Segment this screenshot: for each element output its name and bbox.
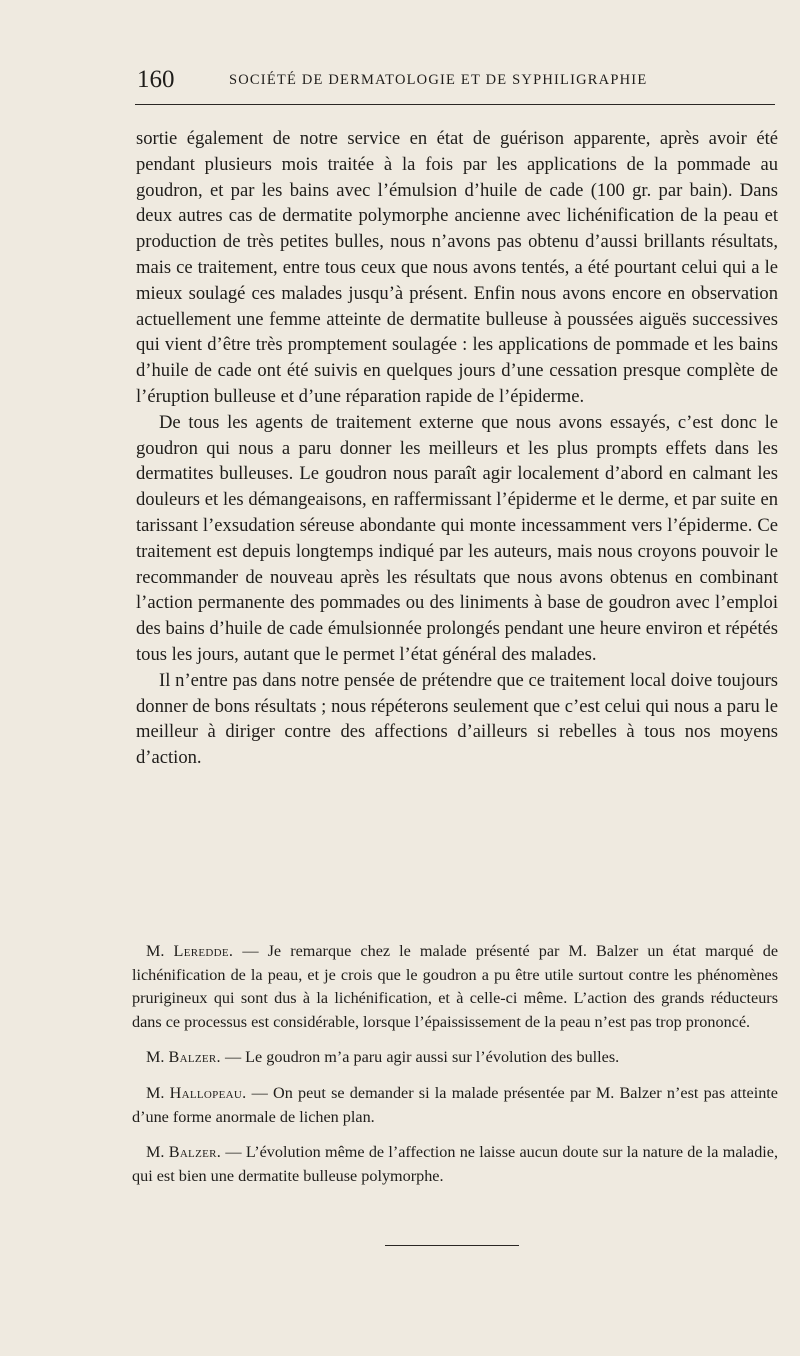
discussion-remark	[132, 1082, 778, 1129]
remark-text: — L’évolution même de l’affection ne laisse aucun doute sur la nature de la maladie, qui est bien une dermatite bulleuse polymorphe.	[132, 1143, 779, 1185]
discussion-remark	[132, 1046, 778, 1070]
speaker-name: Hallopeau.	[169, 1083, 247, 1102]
discussion	[132, 940, 778, 1200]
speaker-name: Balzer.	[168, 1143, 222, 1162]
remark-text: — Je remarque chez le malade présenté par M. Balzer un état marqué de lichénification de la peau, et je crois que le goudron a pu être utile surtout contre les phénomènes prurigineux qui sont dus à la lichénification, et à celle-ci même. L’action des grands réducteurs dans ce processus est considérable, lorsque l’épaississement de la peau n’est pas trop prononcé.	[132, 942, 779, 1031]
paragraph-tar-treatment: De tous les agents de traitement externe que nous avons essayés, c’est donc le goudron qui nous a paru donner les meilleurs et les plus prompts effets dans les dermatites bulleuses. Le goudron nous paraît agir localement d’abord en calmant les douleurs et les démangeaisons, en raffermissant l’épiderme et le derme, et par suite en tarissant l’exsudation séreuse abondante qui monte incessamment vers l’épiderme. Ce traitement est depuis longtemps indiqué par les auteurs, mais nous croyons pouvoir le recommander de nouveau après les résultats que nous avons obtenus en combinant l’action permanente des pommades ou des liniments à base de goudron avec l’emploi des bains d’huile de cade émulsionnée prolongés pendant une heure environ et répétés tous les jours, autant que le permet l’état général des malades.	[136, 411, 778, 665]
running-head	[137, 66, 777, 96]
remark-text: — Le goudron m’a paru agir aussi sur l’évolution des bulles.	[224, 1048, 620, 1067]
remark-text: — On peut se demander si la malade présentée par M. Balzer n’est pas atteinte d’une forme anormale de lichen plan.	[132, 1083, 778, 1126]
speaker-name: Leredde.	[173, 942, 234, 960]
main-text	[136, 126, 778, 771]
speaker-title: M.	[146, 1143, 165, 1162]
discussion-remark	[132, 940, 778, 1034]
header-rule	[135, 104, 775, 105]
end-rule	[385, 1245, 519, 1246]
speaker-title: M.	[146, 1083, 165, 1102]
speaker-title: M.	[146, 1048, 165, 1067]
discussion-remark	[132, 1141, 778, 1188]
paragraph-conclusion: Il n’entre pas dans notre pensée de prétendre que ce traitement local doive toujours donner de bons résultats ; nous répéterons seulement que c’est celui qui nous a paru le meilleur à diriger contre des affections d’ailleurs si rebelles à tous nos moyens d’action.	[136, 669, 778, 769]
running-head-title: SOCIÉTÉ DE DERMATOLOGIE ET DE SYPHILIGRAPHIE	[229, 72, 648, 88]
speaker-name: Balzer.	[168, 1048, 221, 1067]
paragraph-continuation: sortie également de notre service en état de guérison apparente, après avoir été pendant plusieurs mois traitée à la fois par les applications de la pommade au goudron, et par les bains avec l’émulsion d’huile de cade (100 gr. par bain). Dans deux autres cas de dermatite polymorphe ancienne avec lichénification de la peau et production de très petites bulles, nous n’avons pas obtenu d’aussi brillants résultats, mais ce traitement, entre tous ceux que nous avons tentés, a été pourtant celui qui a le mieux soulagé ces malades jusqu’à présent. Enfin nous avons encore en observation actuellement une femme atteinte de dermatite bulleuse à poussées aiguës successives qui vient d’être très promptement soulagée : les applications de pommade et les bains d’huile de cade ont été suivis en quelques jours d’une cessation presque complète de l’éruption bulleuse et d’une réparation rapide de l’épiderme.	[136, 128, 778, 407]
page-number: 160	[137, 66, 175, 93]
speaker-title: M.	[146, 942, 165, 960]
